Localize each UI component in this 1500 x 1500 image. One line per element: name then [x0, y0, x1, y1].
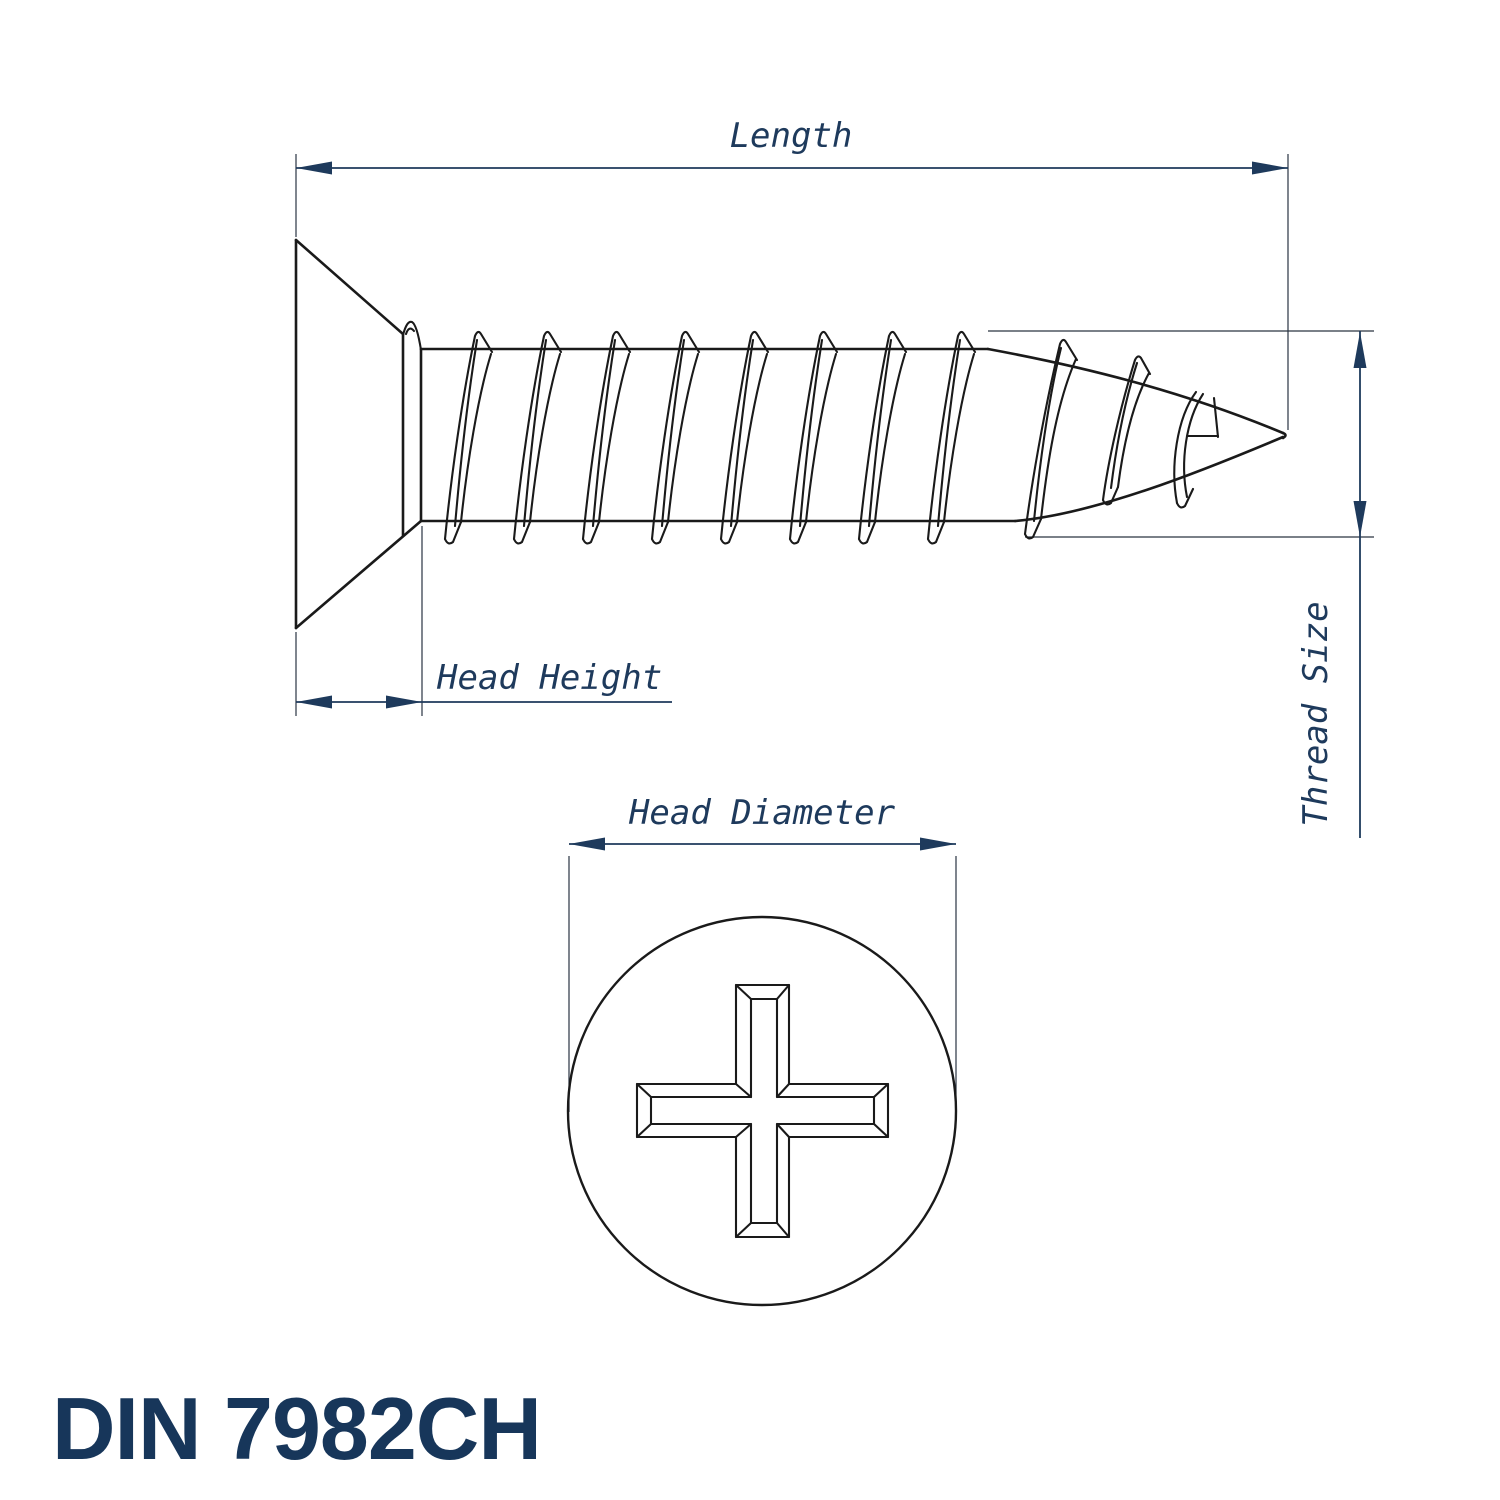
arrow-left-icon — [296, 162, 332, 175]
screw-side-view — [296, 240, 1286, 628]
arrow-down-icon — [1354, 501, 1367, 537]
arrow-right-icon — [386, 696, 422, 709]
length-label: Length — [729, 116, 853, 156]
screw-top-view — [568, 917, 956, 1305]
dimension-head-height — [296, 526, 672, 716]
head-circle — [568, 917, 956, 1305]
phillips-cross-inner — [651, 999, 874, 1223]
thread-size-label: Thread Size — [1296, 601, 1336, 827]
arrow-right-icon — [1252, 162, 1288, 175]
thread-bands-taper — [1025, 340, 1218, 539]
arrow-up-icon — [1354, 332, 1367, 368]
drawing-title: DIN 7982CH — [52, 1379, 541, 1478]
dimension-head-diameter — [569, 793, 956, 1112]
head-height-label: Head Height — [437, 658, 663, 698]
phillips-cross-outer — [637, 985, 888, 1237]
arrow-right-icon — [920, 838, 956, 851]
phillips-cross-bevels — [637, 985, 888, 1237]
head-diameter-label: Head Diameter — [628, 793, 896, 833]
arrow-left-icon — [296, 696, 332, 709]
thread-bands — [445, 332, 975, 544]
arrow-left-icon — [569, 838, 605, 851]
